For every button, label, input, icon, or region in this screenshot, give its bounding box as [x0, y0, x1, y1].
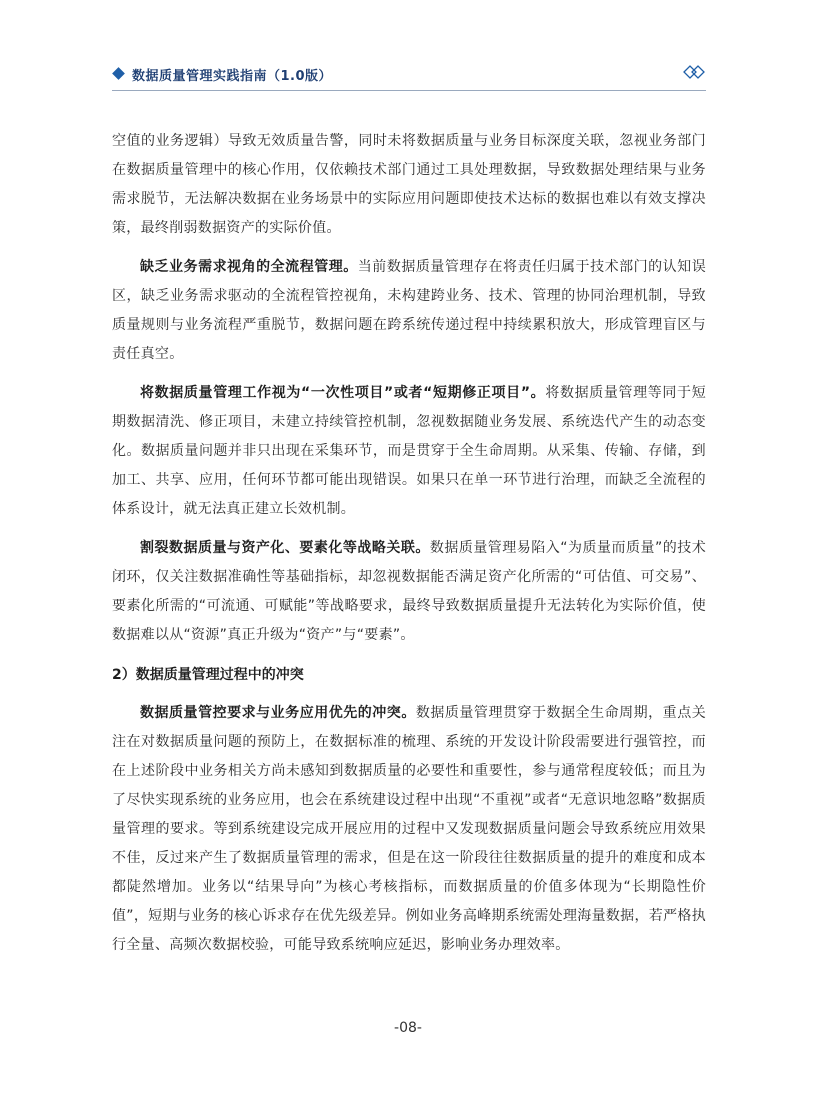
paragraph-text: 数据质量管理易陷入“为质量而质量”的技术闭环，仅关注数据准确性等基础指标，却忽视数据能否满足资产化所需的“可估值、可交易”、要素化所需的“可流通、可赋能”等战略要求，最终导致数据质量提升无法转化为实际价值，使数据难以从“资源”真正升级为“资产”与“要素”。: [112, 540, 706, 643]
diamond-bullet-icon: [112, 67, 125, 80]
paragraph-control-vs-business: [112, 699, 706, 960]
paragraph-text: 数据质量管理贯穿于数据全生命周期，重点关注在对数据质量问题的预防上，在数据标准的梳理、系统的开发设计阶段需要进行强管控，而在上述阶段中业务相关方尚未感知到数据质量的必要性和重要性，参与通常程度较低；而且为了尽快实现系统的业务应用，也会在系统建设过程中出现“不重视”或者“无意识地忽略”数据质量管理的要求。等到系统建设完成开展应用的过程中又发现数据质量问题会导致系统应用效果不佳，反过来产生了数据质量管理的需求，但是在这一阶段往往数据质量的提升的难度和成本都陡然增加。业务以“结果导向”为核心考核指标，而数据质量的价值多体现为“长期隐性价值”，短期与业务的核心诉求存在优先级差异。例如业务高峰期系统需处理海量数据，若严格执行全量、高频次数据校验，可能导致系统响应延迟，影响业务办理效率。: [112, 705, 707, 953]
paragraph-text: 空值的业务逻辑）导致无效质量告警，同时未将数据质量与业务目标深度关联，忽视业务部门在数据质量管理中的核心作用，仅依赖技术部门通过工具处理数据，导致数据处理结果与业务需求脱节，无法解决数据在业务场景中的实际应用问题即使技术达标的数据也难以有效支撑决策，最终削弱数据资产的实际价值。: [112, 133, 706, 236]
paragraph-strategic-link: [112, 534, 706, 650]
page-header: [112, 62, 706, 90]
section-heading: 2）数据质量管理过程中的冲突: [112, 667, 304, 683]
page-body: [112, 127, 706, 970]
paragraph-lead: 缺乏业务需求视角的全流程管理。: [140, 259, 358, 275]
header-divider: [112, 90, 706, 91]
interlocking-diamonds-logo-icon: [682, 62, 706, 82]
paragraph-one-off-project: [112, 379, 706, 524]
paragraph-continued: [112, 127, 706, 243]
paragraph-lead: 将数据质量管理工作视为“一次性项目”或者“短期修正项目”。: [140, 385, 546, 401]
document-title: 数据质量管理实践指南（1.0版）: [132, 69, 333, 84]
page-number: -08-: [394, 1020, 422, 1036]
paragraph-text: 当前数据质量管理存在将责任归属于技术部门的认知误区，缺乏业务需求驱动的全流程管控视角，未构建跨业务、技术、管理的协同治理机制，导致质量规则与业务流程严重脱节，数据问题在跨系统传递过程中持续累积放大，形成管理盲区与责任真空。: [112, 259, 707, 362]
paragraph-business-view: [112, 253, 706, 369]
paragraph-text: 将数据质量管理等同于短期数据清洗、修正项目，未建立持续管控机制，忽视数据随业务发展、系统迭代产生的动态变化。数据质量问题并非只出现在采集环节，而是贯穿于全生命周期。从采集、传输、存储，到加工、共享、应用，任何环节都可能出现错误。如果只在单一环节进行治理，而缺乏全流程的体系设计，就无法真正建立长效机制。: [112, 385, 706, 517]
paragraph-lead: 割裂数据质量与资产化、要素化等战略关联。: [140, 540, 430, 556]
paragraph-lead: 数据质量管控要求与业务应用优先的冲突。: [140, 705, 416, 721]
